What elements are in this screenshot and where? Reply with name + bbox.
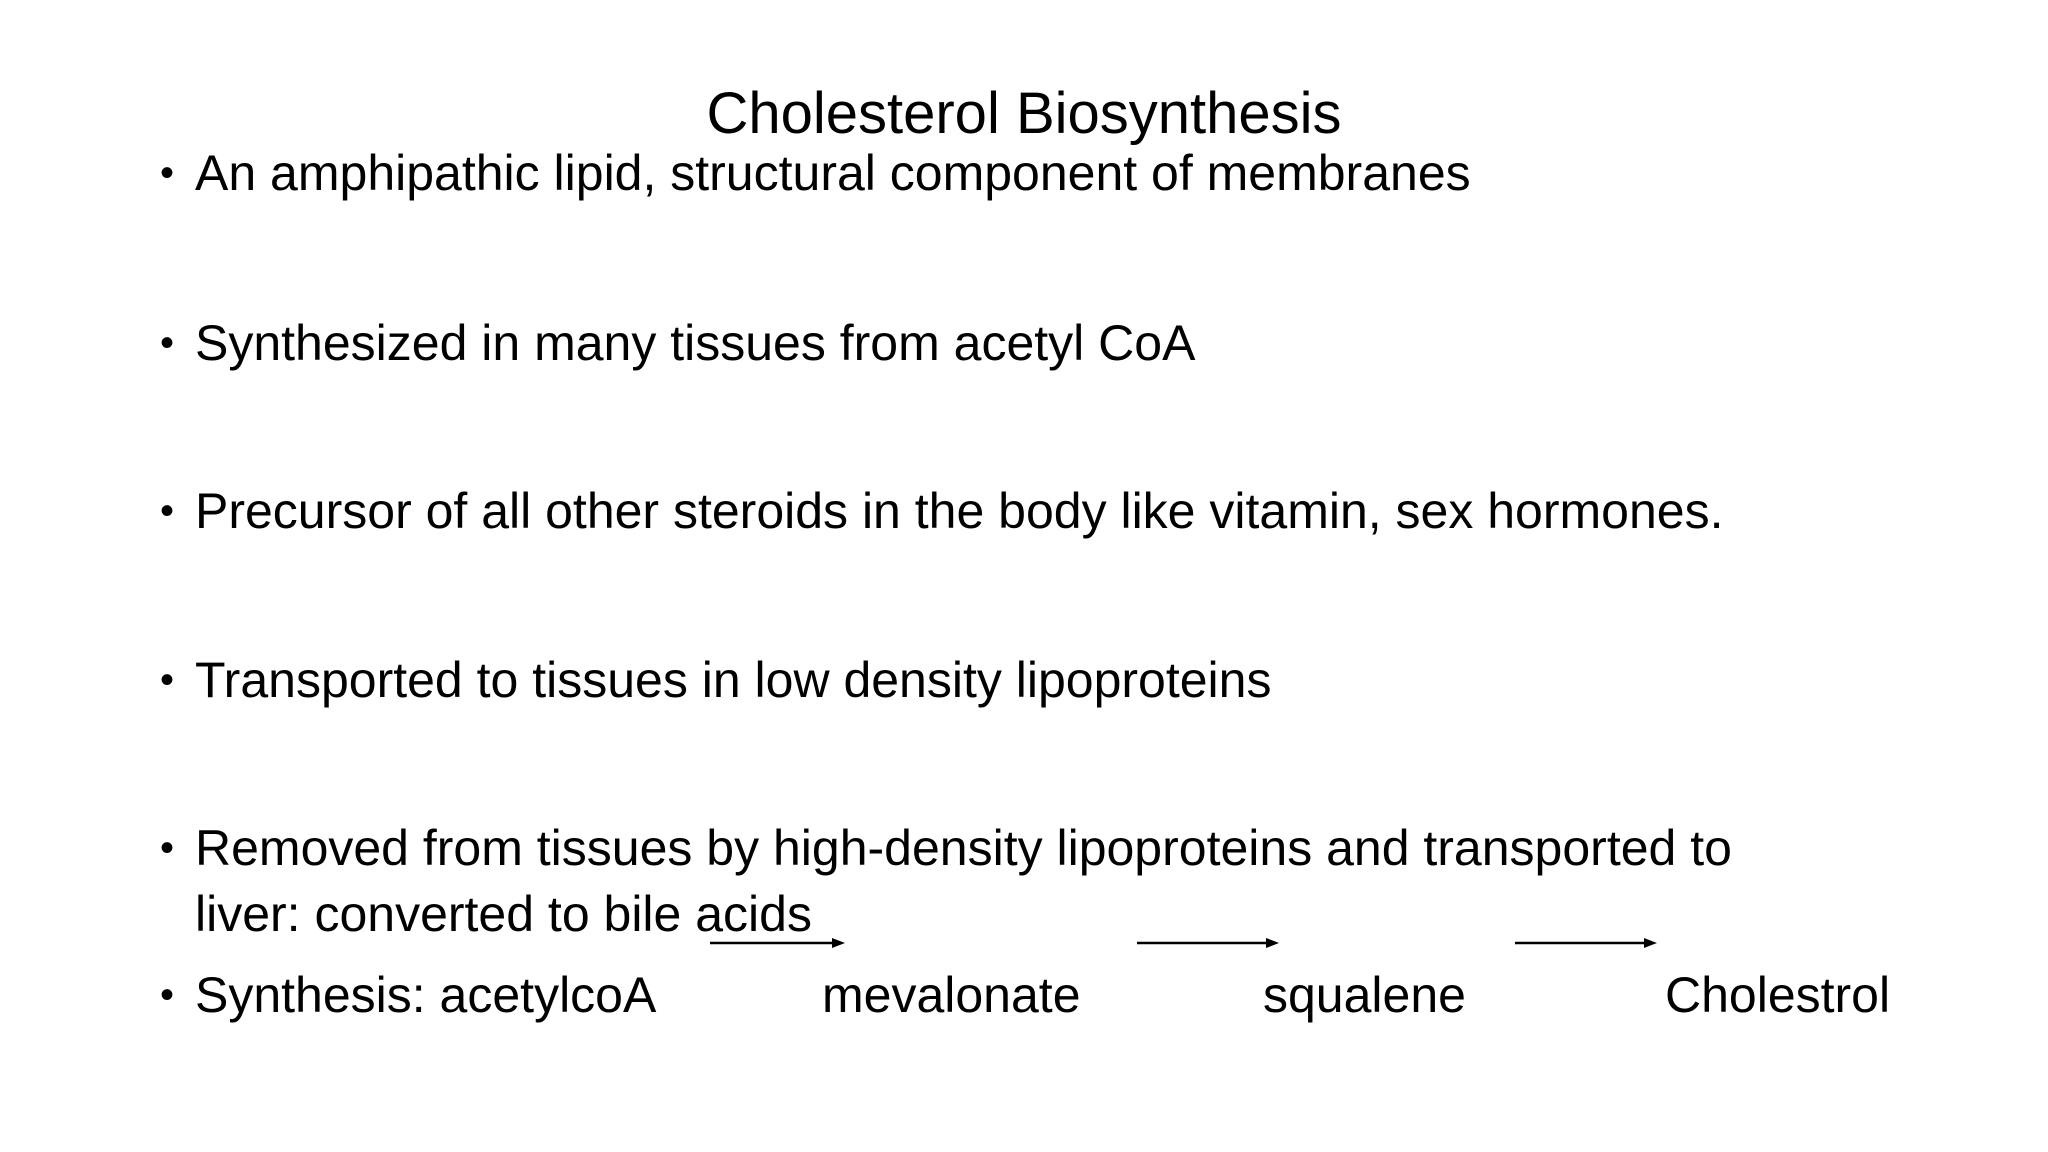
pathway-step-squalene: squalene [1263, 967, 1466, 1023]
bullet-dot-icon: • [160, 489, 175, 533]
bullet-text: Synthesized in many tissues from acetyl CoA [195, 315, 1196, 371]
bullet-dot-icon: • [160, 151, 175, 195]
bullet-text: Transported to tissues in low density lipoproteins [195, 652, 1272, 708]
right-arrow-icon [1515, 936, 1657, 950]
bullet-text-line: liver: converted to bile acids [195, 886, 812, 942]
bullet-dot-icon: • [160, 973, 175, 1017]
slide-title: Cholesterol Biosynthesis [706, 81, 1342, 146]
bullet-dot-icon: • [160, 826, 175, 870]
synthesis-label: Synthesis: acetylcoA [195, 967, 657, 1023]
bullet-text [195, 815, 1732, 947]
right-arrow-icon [710, 936, 845, 950]
pathway-step-cholestrol: Cholestrol [1665, 967, 1891, 1023]
pathway-step-mevalonate: mevalonate [822, 967, 1081, 1023]
bullet-dot-icon: • [160, 321, 175, 365]
bullet-text: Precursor of all other steroids in the body like vitamin, sex hormones. [195, 483, 1724, 539]
bullet-dot-icon: • [160, 658, 175, 702]
bullet-text: An amphipathic lipid, structural component of membranes [195, 145, 1471, 201]
right-arrow-icon [1137, 936, 1279, 950]
bullet-text-line: Removed from tissues by high-density lipoproteins and transported to [195, 820, 1732, 876]
